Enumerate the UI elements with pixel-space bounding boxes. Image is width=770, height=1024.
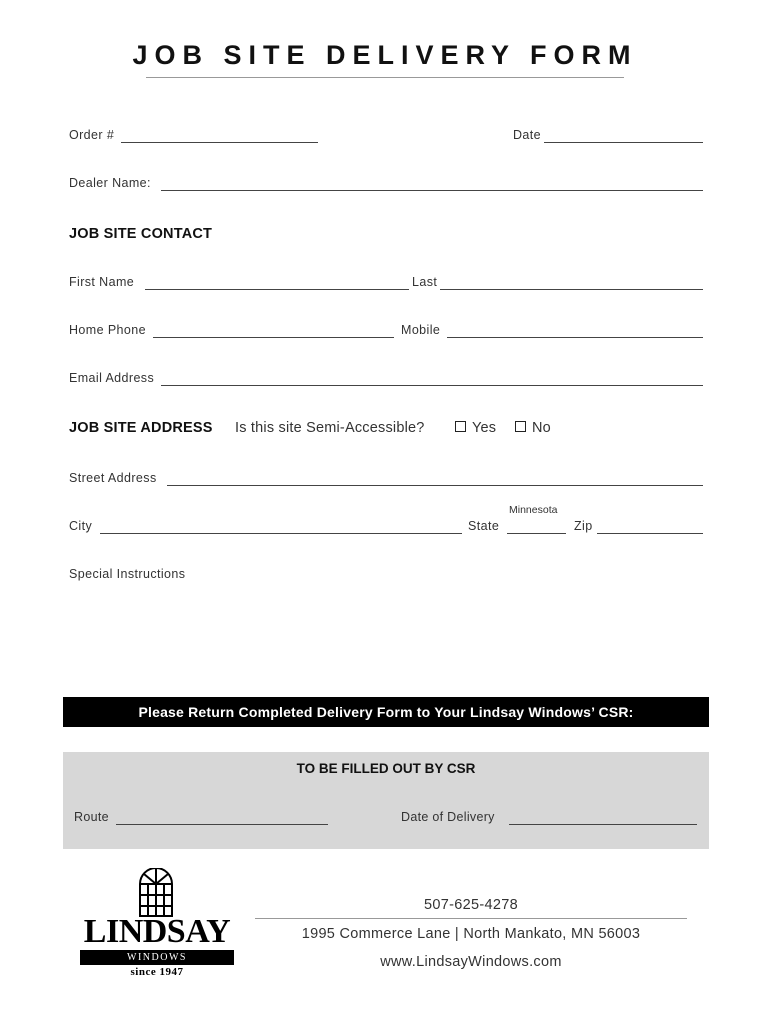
yes-option[interactable] <box>455 420 496 436</box>
logo-since: since 1947 <box>130 966 184 978</box>
mobile-label: Mobile <box>401 323 441 337</box>
special-label: Special Instructions <box>69 567 186 581</box>
state-field[interactable] <box>507 533 566 534</box>
name-row <box>69 275 703 295</box>
state-value: Minnesota <box>509 504 558 516</box>
street-row <box>69 471 703 491</box>
email-row <box>69 371 703 391</box>
address-heading: JOB SITE ADDRESS <box>69 420 213 436</box>
special-instructions-area[interactable] <box>69 590 703 685</box>
city-label: City <box>69 519 93 533</box>
street-field[interactable] <box>167 485 703 486</box>
mobile-field[interactable] <box>447 337 703 338</box>
street-label: Street Address <box>69 471 157 485</box>
delivery-date-field[interactable] <box>509 824 697 825</box>
route-row <box>74 810 334 830</box>
csr-box <box>63 752 709 849</box>
first-name-field[interactable] <box>145 289 409 290</box>
route-field[interactable] <box>116 824 328 825</box>
date-field[interactable] <box>544 142 703 143</box>
footer-rule <box>255 918 687 919</box>
route-label: Route <box>74 810 109 824</box>
zip-label: Zip <box>574 519 593 533</box>
dealer-field[interactable] <box>161 190 703 191</box>
zip-field[interactable] <box>597 533 703 534</box>
dealer-label: Dealer Name: <box>69 176 151 190</box>
order-label: Order # <box>69 128 115 142</box>
yes-label: Yes <box>472 420 497 436</box>
order-date-row <box>69 128 703 148</box>
phone-row <box>69 323 703 343</box>
last-name-field[interactable] <box>440 289 703 290</box>
dealer-row <box>69 176 703 196</box>
semi-accessible-question: Is this site Semi-Accessible? <box>235 420 425 436</box>
csr-heading: TO BE FILLED OUT BY CSR <box>296 761 476 776</box>
contact-heading: JOB SITE CONTACT <box>69 226 213 242</box>
date-label: Date <box>513 128 542 142</box>
delivery-date-row <box>401 810 701 830</box>
logo-sub: WINDOWS <box>127 952 187 963</box>
email-label: Email Address <box>69 371 155 385</box>
title-underline <box>146 77 624 78</box>
city-row <box>69 519 703 539</box>
website-link[interactable]: www.LindsayWindows.com <box>380 954 562 970</box>
special-row <box>69 567 703 587</box>
order-field[interactable] <box>121 142 318 143</box>
last-name-label: Last <box>412 275 438 289</box>
return-banner: Please Return Completed Delivery Form to Your Lindsay Windows’ CSR: <box>63 697 709 727</box>
home-phone-field[interactable] <box>153 337 394 338</box>
company-address: 1995 Commerce Lane | North Mankato, MN 56003 <box>301 926 641 942</box>
email-field[interactable] <box>161 385 703 386</box>
delivery-date-label: Date of Delivery <box>401 810 495 824</box>
yes-checkbox[interactable] <box>455 421 466 432</box>
phone-number: 507-625-4278 <box>424 897 518 913</box>
logo-name: LINDSAY <box>83 913 231 950</box>
first-name-label: First Name <box>69 275 135 289</box>
city-field[interactable] <box>100 533 462 534</box>
state-label: State <box>468 519 500 533</box>
form-title: JOB SITE DELIVERY FORM <box>132 40 638 70</box>
no-label: No <box>532 420 551 436</box>
lindsay-logo <box>80 868 234 980</box>
no-option[interactable] <box>515 420 551 436</box>
no-checkbox[interactable] <box>515 421 526 432</box>
home-phone-label: Home Phone <box>69 323 146 337</box>
